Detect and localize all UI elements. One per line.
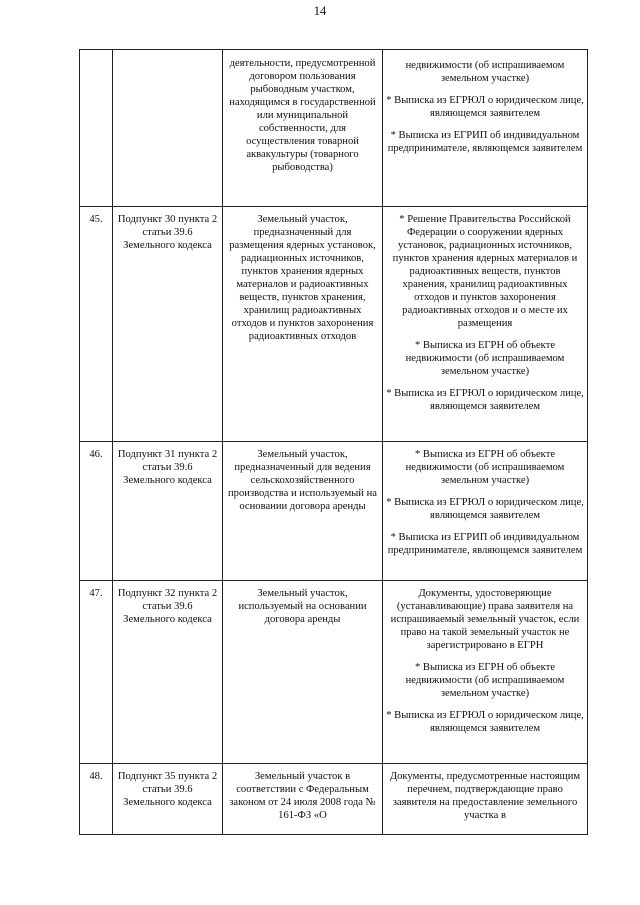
document-item: Документы, предусмотренные настоящим перечнем, подтверждающие право заявителя на предоставление земельного участка в — [389, 771, 581, 821]
document-item: * Выписка из ЕГРН об объекте недвижимости (об испрашиваемом земельном участке) — [405, 449, 565, 486]
page-number: 14 — [313, 4, 327, 18]
document-item: Документы, удостоверяющие (устанавливающие) права заявителя на испрашиваемый земельный участок, если право на такой земельный участок не зарегистрировано в ЕГРН — [390, 588, 580, 651]
land-purpose-text: деятельности, предусмотренной договором пользования рыбоводным участком, находящимся в государственной или муниципальной собственности, для осуществления товарной аквакультуры (товарного рыбоводства) — [229, 58, 376, 173]
legal-basis-text: Подпункт 35 пункта 2 статьи 39.6 Земельного кодекса — [117, 771, 218, 808]
document-item: * Выписка из ЕГРН об объекте недвижимости (об испрашиваемом земельном участке) — [405, 662, 565, 699]
land-purpose-text: Земельный участок, предназначенный для размещения ядерных установок, радиационных источников, пунктов хранения ядерных материалов и радиоактивных веществ, пунктов хранения, хранилищ радиоактивных отходов и пунктов захоронения радиоактивных отходов — [229, 214, 376, 342]
table-row — [80, 442, 588, 581]
row-number-cell — [80, 581, 113, 764]
legal-basis-cell — [113, 207, 223, 442]
document-item: * Решение Правительства Российской Федерации о сооружении ядерных установок, радиационных источников, пунктов хранения ядерных материалов и радиоактивных веществ, пунктов хранения, хранилищ радиоактивных отходов и пунктов захоронения радиоактивных отходов и о месте их размещения — [392, 214, 578, 329]
land-purpose-text: Земельный участок, используемый на основании договора аренды — [238, 588, 367, 625]
table-row — [80, 764, 588, 835]
land-purpose-text: Земельный участок, предназначенный для ведения сельскохозяйственного производства и используемый на основании договора аренды — [228, 449, 377, 512]
required-documents-cell — [383, 207, 588, 442]
table-row — [80, 581, 588, 764]
document-item: * Выписка из ЕГРИП об индивидуальном предпринимателе, являющемся заявителем — [387, 130, 583, 154]
land-purpose-cell — [223, 764, 383, 835]
row-number: 45. — [89, 214, 103, 225]
legal-basis-text: Подпункт 32 пункта 2 статьи 39.6 Земельного кодекса — [117, 588, 218, 625]
land-purpose-text: Земельный участок в соответствии с Федеральным законом от 24 июля 2008 года № 161-ФЗ «О — [229, 771, 376, 821]
row-number: 48. — [89, 771, 103, 782]
land-purpose-cell — [223, 207, 383, 442]
legal-basis-cell — [113, 442, 223, 581]
document-item: * Выписка из ЕГРЮЛ о юридическом лице, являющемся заявителем — [386, 95, 584, 119]
table-row — [80, 50, 588, 207]
row-number-cell — [80, 207, 113, 442]
legal-basis-cell — [113, 581, 223, 764]
row-number-cell — [80, 764, 113, 835]
document-item: * Выписка из ЕГРЮЛ о юридическом лице, являющемся заявителем — [386, 388, 584, 412]
row-number-cell — [80, 442, 113, 581]
row-number: 47. — [89, 588, 103, 599]
document-item: * Выписка из ЕГРЮЛ о юридическом лице, являющемся заявителем — [386, 497, 584, 521]
row-number: 46. — [89, 449, 103, 460]
legal-basis-text: Подпункт 31 пункта 2 статьи 39.6 Земельного кодекса — [117, 449, 218, 486]
row-number-cell — [80, 50, 113, 207]
land-purpose-cell — [223, 442, 383, 581]
legal-basis-cell — [113, 764, 223, 835]
land-purpose-cell — [223, 50, 383, 207]
document-item: * Выписка из ЕГРИП об индивидуальном предпринимателе, являющемся заявителем — [387, 532, 583, 556]
required-documents-cell — [383, 442, 588, 581]
required-documents-cell — [383, 764, 588, 835]
table-row — [80, 207, 588, 442]
document-item: * Выписка из ЕГРЮЛ о юридическом лице, являющемся заявителем — [386, 710, 584, 734]
documents-table — [79, 49, 588, 835]
required-documents-cell — [383, 50, 588, 207]
document-item: * Выписка из ЕГРН об объекте недвижимости (об испрашиваемом земельном участке) — [405, 340, 565, 377]
document-item: недвижимости (об испрашиваемом земельном участке) — [405, 60, 565, 84]
required-documents-cell — [383, 581, 588, 764]
legal-basis-cell — [113, 50, 223, 207]
land-purpose-cell — [223, 581, 383, 764]
legal-basis-text: Подпункт 30 пункта 2 статьи 39.6 Земельного кодекса — [117, 214, 218, 251]
